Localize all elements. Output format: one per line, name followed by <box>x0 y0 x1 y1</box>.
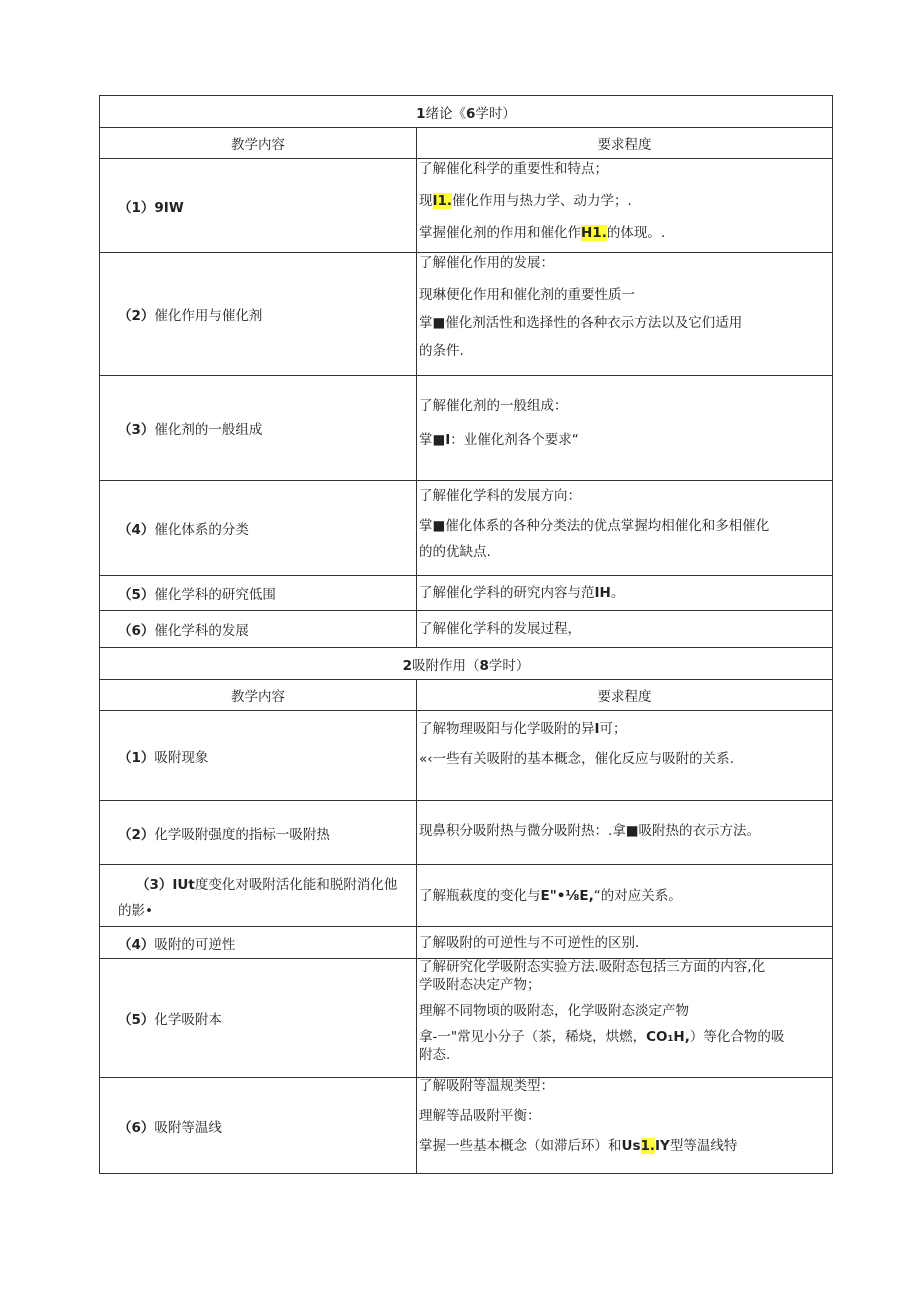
topic-label <box>118 418 416 438</box>
topic-row <box>100 801 833 865</box>
topic-label <box>118 823 416 843</box>
topic-label-text: 催化体系的分类 <box>154 522 249 538</box>
requirement-text: ：业催化剂各个要求“ <box>450 432 579 448</box>
topic-label-text: 催化作用与催化剂 <box>154 308 263 324</box>
requirement-text: 的体现。. <box>606 225 666 241</box>
topic-cell <box>100 801 417 865</box>
requirement-line <box>419 823 832 839</box>
topic-label <box>118 873 416 893</box>
column-header-row <box>100 128 833 159</box>
column-header-row <box>100 680 833 711</box>
requirement-line <box>419 161 832 177</box>
requirement-text: 。 <box>610 585 625 601</box>
highlighted-text: H1. <box>581 225 607 241</box>
requirement-cell <box>417 253 833 376</box>
requirement-line <box>419 888 832 904</box>
topic-row <box>100 959 833 1078</box>
requirement-text: 的条件. <box>419 343 464 359</box>
requirement-text: 的的优缺点. <box>419 544 491 560</box>
topic-label <box>118 746 416 766</box>
requirement-text: E"•⅛E, <box>540 887 594 904</box>
section-hours: 6 <box>466 105 476 122</box>
requirement-text: 掌■催化体系的各种分类法的优点掌握均相催化和多相催化 <box>419 518 770 534</box>
requirement-cell <box>417 481 833 576</box>
topic-label-text: 吸附等温线 <box>154 1119 222 1136</box>
topic-number: （2） <box>118 826 155 843</box>
requirement-cell <box>417 376 833 481</box>
header-teaching-content: 教学内容 <box>100 680 417 711</box>
requirement-text: “的对应关系。 <box>593 887 682 904</box>
topic-label <box>118 1116 416 1136</box>
requirement-line <box>419 1108 832 1124</box>
requirement-text: ）等化合物的吸 <box>689 1029 785 1045</box>
requirement-line <box>419 315 832 331</box>
requirement-text: «‹一些有关吸附的基本概念，催化反应与吸附的关系. <box>419 751 734 767</box>
requirement-cell <box>417 865 833 927</box>
requirement-line <box>419 287 832 303</box>
topic-row <box>100 865 833 927</box>
topic-cell <box>100 576 417 611</box>
topic-label-bold: 9IW <box>154 199 184 216</box>
header-requirement-level: 要求程度 <box>417 128 833 159</box>
requirement-text: 了解物理吸阳与化学吸附的异 <box>419 721 595 737</box>
requirement-text: 理解不同物顷的吸附态，化学吸附态淡定产物 <box>419 1003 689 1019</box>
requirement-cell <box>417 576 833 611</box>
requirement-text: CO₁H, <box>646 1029 690 1045</box>
section-number: 1 <box>416 105 426 122</box>
requirement-line <box>419 488 832 504</box>
header-requirement-level: 要求程度 <box>417 680 833 711</box>
syllabus-table <box>99 95 833 1174</box>
topic-label-text: 催化学科的发展 <box>154 623 249 639</box>
requirement-line <box>419 1047 832 1063</box>
topic-cell <box>100 253 417 376</box>
requirement-text: 了解催化作用的发展： <box>419 255 554 271</box>
section-hours: 8 <box>479 657 489 674</box>
section-name: 吸附作用（ <box>412 657 480 674</box>
requirement-cell <box>417 927 833 959</box>
requirement-cell <box>417 611 833 648</box>
topic-row <box>100 481 833 576</box>
topic-label <box>118 1008 416 1028</box>
topic-row <box>100 927 833 959</box>
requirement-text: 了解催化剂的一般组成： <box>419 398 568 414</box>
highlighted-text: 1. <box>640 1138 656 1154</box>
requirement-line <box>419 977 832 993</box>
topic-cell <box>100 376 417 481</box>
requirement-line <box>419 585 832 601</box>
requirement-line <box>419 193 832 209</box>
topic-cell <box>100 711 417 801</box>
requirement-line <box>419 398 832 414</box>
highlighted-text: I1. <box>432 193 453 209</box>
requirement-text: 了解催化学科的发展方向： <box>419 488 581 504</box>
requirement-text: 催化作用与热力学、动力学；. <box>452 193 632 209</box>
topic-row <box>100 576 833 611</box>
requirement-line <box>419 959 832 975</box>
requirement-line <box>419 721 832 737</box>
requirement-cell <box>417 801 833 865</box>
topic-label-text: 化学吸附强度的指标一吸附热 <box>154 826 330 843</box>
requirement-text: I <box>445 432 451 448</box>
topic-cell <box>100 927 417 959</box>
topic-row <box>100 1078 833 1174</box>
topic-label <box>118 583 416 603</box>
requirement-text: 掌■催化剂活性和选择性的各种衣示方法以及它们适用 <box>419 315 743 331</box>
requirement-line <box>419 255 832 271</box>
topic-row <box>100 253 833 376</box>
requirement-line <box>419 751 832 767</box>
requirement-text: I <box>594 721 600 737</box>
topic-number: （6） <box>118 623 155 639</box>
topic-number: （4） <box>118 522 155 538</box>
requirement-text: 理解等品吸附平衡： <box>419 1108 541 1124</box>
topic-cell <box>100 1078 417 1174</box>
header-teaching-content: 教学内容 <box>100 128 417 159</box>
topic-number: （5） <box>118 1012 155 1028</box>
topic-label <box>118 619 416 639</box>
requirement-line <box>419 935 832 951</box>
topic-number: （5） <box>118 587 155 603</box>
topic-label-text: 催化剂的一般组成 <box>154 422 263 438</box>
topic-label-text: 吸附的可逆性 <box>154 936 236 953</box>
requirement-text: 现鼻积分吸附热与微分吸附热：.拿■吸附热的衣示方法。 <box>419 823 761 839</box>
requirement-cell <box>417 959 833 1078</box>
topic-label <box>118 933 416 953</box>
requirement-line <box>419 1003 832 1019</box>
requirement-text: 型等温线特 <box>669 1138 738 1154</box>
section-title-row <box>100 648 833 680</box>
requirement-text: 附态. <box>419 1047 451 1063</box>
topic-row <box>100 159 833 253</box>
topic-number: （4） <box>118 936 155 953</box>
requirement-text: 学吸附态决定产物； <box>419 977 541 993</box>
requirement-text: 掌握一些基本概念（如滞后环）和 <box>419 1138 622 1154</box>
requirement-text: 了解催化学科的发展过程， <box>419 621 581 637</box>
topic-number: （3） <box>136 876 173 893</box>
topic-number: （3） <box>118 422 155 438</box>
topic-cell <box>100 481 417 576</box>
topic-number: （6） <box>118 1119 155 1136</box>
topic-row <box>100 376 833 481</box>
section-hours-unit: 学时） <box>475 105 516 122</box>
requirement-line <box>419 432 832 448</box>
topic-cell <box>100 865 417 927</box>
requirement-line <box>419 621 832 637</box>
requirement-text: 可； <box>599 721 627 737</box>
section-title <box>100 648 833 680</box>
topic-label-text: 催化学科的研究低围 <box>154 587 276 603</box>
topic-number: （2） <box>118 308 155 324</box>
topic-row <box>100 711 833 801</box>
requirement-cell <box>417 159 833 253</box>
topic-label-continued: 的影• <box>118 902 153 919</box>
requirement-line <box>419 1138 832 1154</box>
requirement-line <box>419 544 832 560</box>
topic-cell <box>100 959 417 1078</box>
requirement-text: 拿-一"常见小分子（茶，稀烧，烘燃， <box>419 1029 647 1045</box>
requirement-text: IY <box>655 1138 670 1154</box>
requirement-line <box>419 343 832 359</box>
requirement-cell <box>417 1078 833 1174</box>
requirement-text: 了解吸附等温规类型： <box>419 1078 554 1094</box>
requirement-text: IH <box>594 585 611 601</box>
section-name: 绪论《 <box>425 105 466 122</box>
requirement-line <box>419 1078 832 1094</box>
requirement-text: Us <box>621 1138 641 1154</box>
topic-number: （1） <box>118 199 155 216</box>
section-title <box>100 96 833 128</box>
requirement-line <box>419 518 832 534</box>
section-number: 2 <box>402 657 412 674</box>
requirement-text: 现琳便化作用和催化剂的重要性质一 <box>419 287 635 303</box>
requirement-cell <box>417 711 833 801</box>
section-hours-unit: 学时） <box>488 657 530 674</box>
topic-label-bold: IUt <box>172 876 195 893</box>
topic-label <box>118 304 416 324</box>
requirement-line <box>419 1029 832 1045</box>
topic-label-text: 吸附现象 <box>154 749 209 766</box>
section-title-row <box>100 96 833 128</box>
requirement-text: 现 <box>419 193 433 209</box>
requirement-text: 了解吸附的可逆性与不可逆性的区别. <box>419 934 640 951</box>
topic-cell <box>100 159 417 253</box>
topic-label-text: 化学吸附本 <box>154 1012 222 1028</box>
requirement-text: 了解催化科学的重要性和特点； <box>419 161 608 177</box>
requirement-line <box>419 225 832 241</box>
requirement-text: 了解瓶萩度的变化与 <box>419 887 541 904</box>
requirement-text: 了解研究化学吸附态实验方法.吸附态包括三方面的内容,化 <box>419 959 766 975</box>
topic-label-text: 度变化对吸附活化能和脱附消化他 <box>194 876 398 893</box>
topic-number: （1） <box>118 749 155 766</box>
topic-row <box>100 611 833 648</box>
topic-label <box>118 196 416 216</box>
requirement-text: 了解催化学科的研究内容与范 <box>419 585 595 601</box>
requirement-text: 掌握催化剂的作用和催化作 <box>419 225 581 241</box>
topic-label <box>118 518 416 538</box>
requirement-text: 掌■ <box>419 432 446 448</box>
topic-cell <box>100 611 417 648</box>
